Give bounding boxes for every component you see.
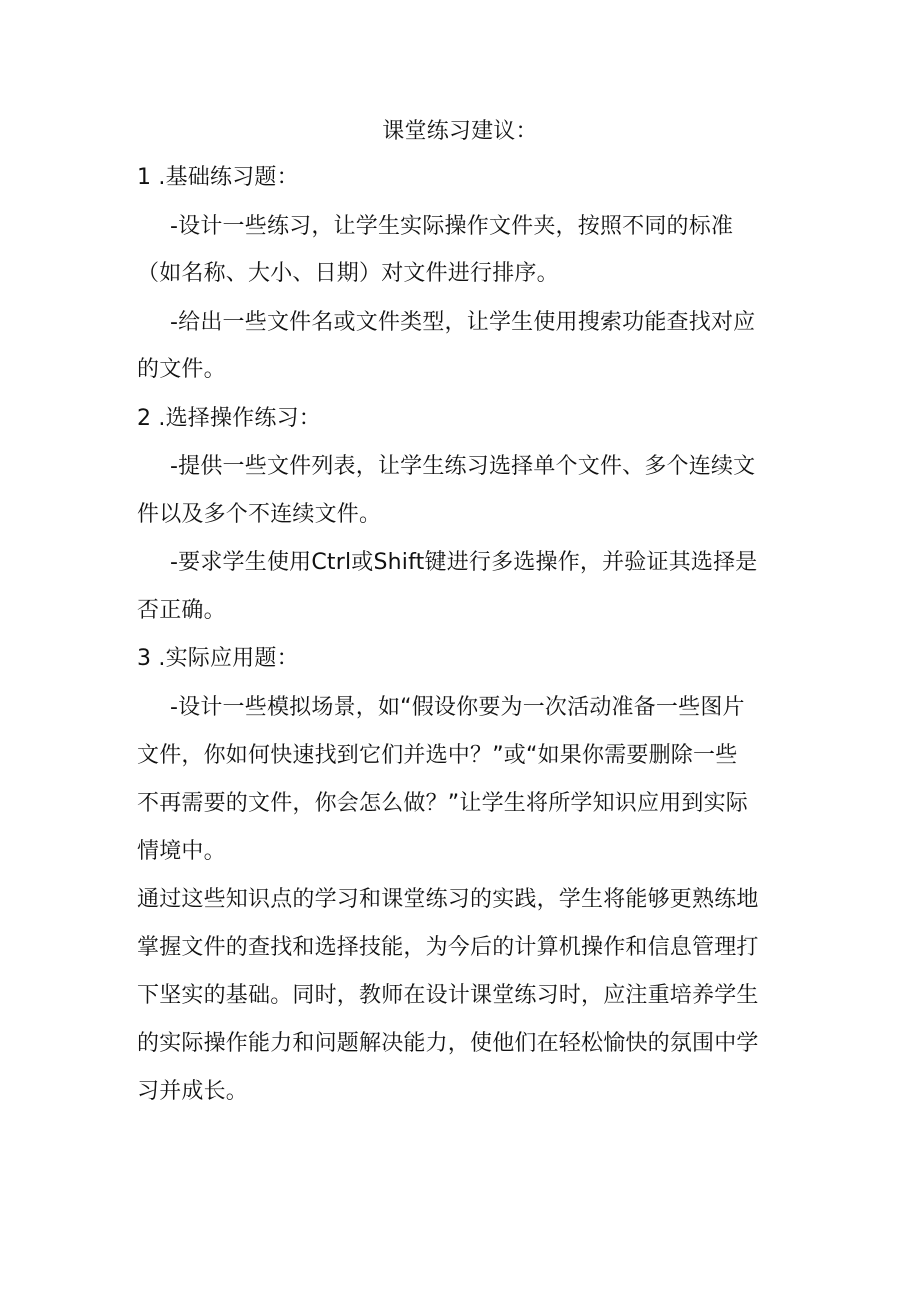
conclusion-line-4: 的实际操作能力和问题解决能力，使他们在轻松愉快的氛围中学 bbox=[137, 1031, 759, 1056]
conclusion-line-5: 习并成长。 bbox=[137, 1079, 249, 1104]
section-2-item-1-line-2: 件以及多个不连续文件。 bbox=[137, 502, 382, 527]
section-3-item-1-line-3: 不再需要的文件，你会怎么做？”让学生将所学知识应用到实际 bbox=[137, 791, 748, 816]
document-title: 课堂练习建议： bbox=[382, 119, 538, 144]
section-2-heading: 2 .选择操作练习： bbox=[137, 406, 321, 431]
section-3-item-1-line-4: 情境中。 bbox=[137, 839, 226, 864]
section-2-item-2-line-2: 否正确。 bbox=[137, 598, 226, 623]
section-1-item-2-line-1: -给出一些文件名或文件类型，让学生使用搜索功能查找对应 bbox=[170, 310, 756, 335]
section-1-item-1-line-2: （如名称、大小、日期）对文件进行排序。 bbox=[137, 261, 559, 286]
conclusion-line-2: 掌握文件的查找和选择技能，为今后的计算机操作和信息管理打 bbox=[137, 935, 759, 960]
section-1-item-1-line-1: -设计一些练习，让学生实际操作文件夹，按照不同的标准 bbox=[170, 214, 734, 239]
section-1-heading: 1 .基础练习题： bbox=[137, 165, 299, 190]
conclusion-line-1: 通过这些知识点的学习和课堂练习的实践，学生将能够更熟练地 bbox=[137, 887, 759, 912]
section-1-item-2-line-2: 的文件。 bbox=[137, 357, 226, 382]
section-2-item-1-line-1: -提供一些文件列表，让学生练习选择单个文件、多个连续文 bbox=[170, 454, 756, 479]
section-3-item-1-line-2: 文件，你如何快速找到它们并选中？”或“如果你需要删除一些 bbox=[137, 743, 738, 768]
section-2-item-2-line-1: -要求学生使用Ctrl或Shift键进行多选操作，并验证其选择是 bbox=[170, 550, 758, 575]
section-3-item-1-line-1: -设计一些模拟场景，如“假设你要为一次活动准备一些图片 bbox=[170, 695, 745, 720]
section-3-heading: 3 .实际应用题： bbox=[137, 646, 299, 671]
conclusion-line-3: 下坚实的基础。同时，教师在设计课堂练习时，应注重培养学生 bbox=[137, 983, 759, 1008]
